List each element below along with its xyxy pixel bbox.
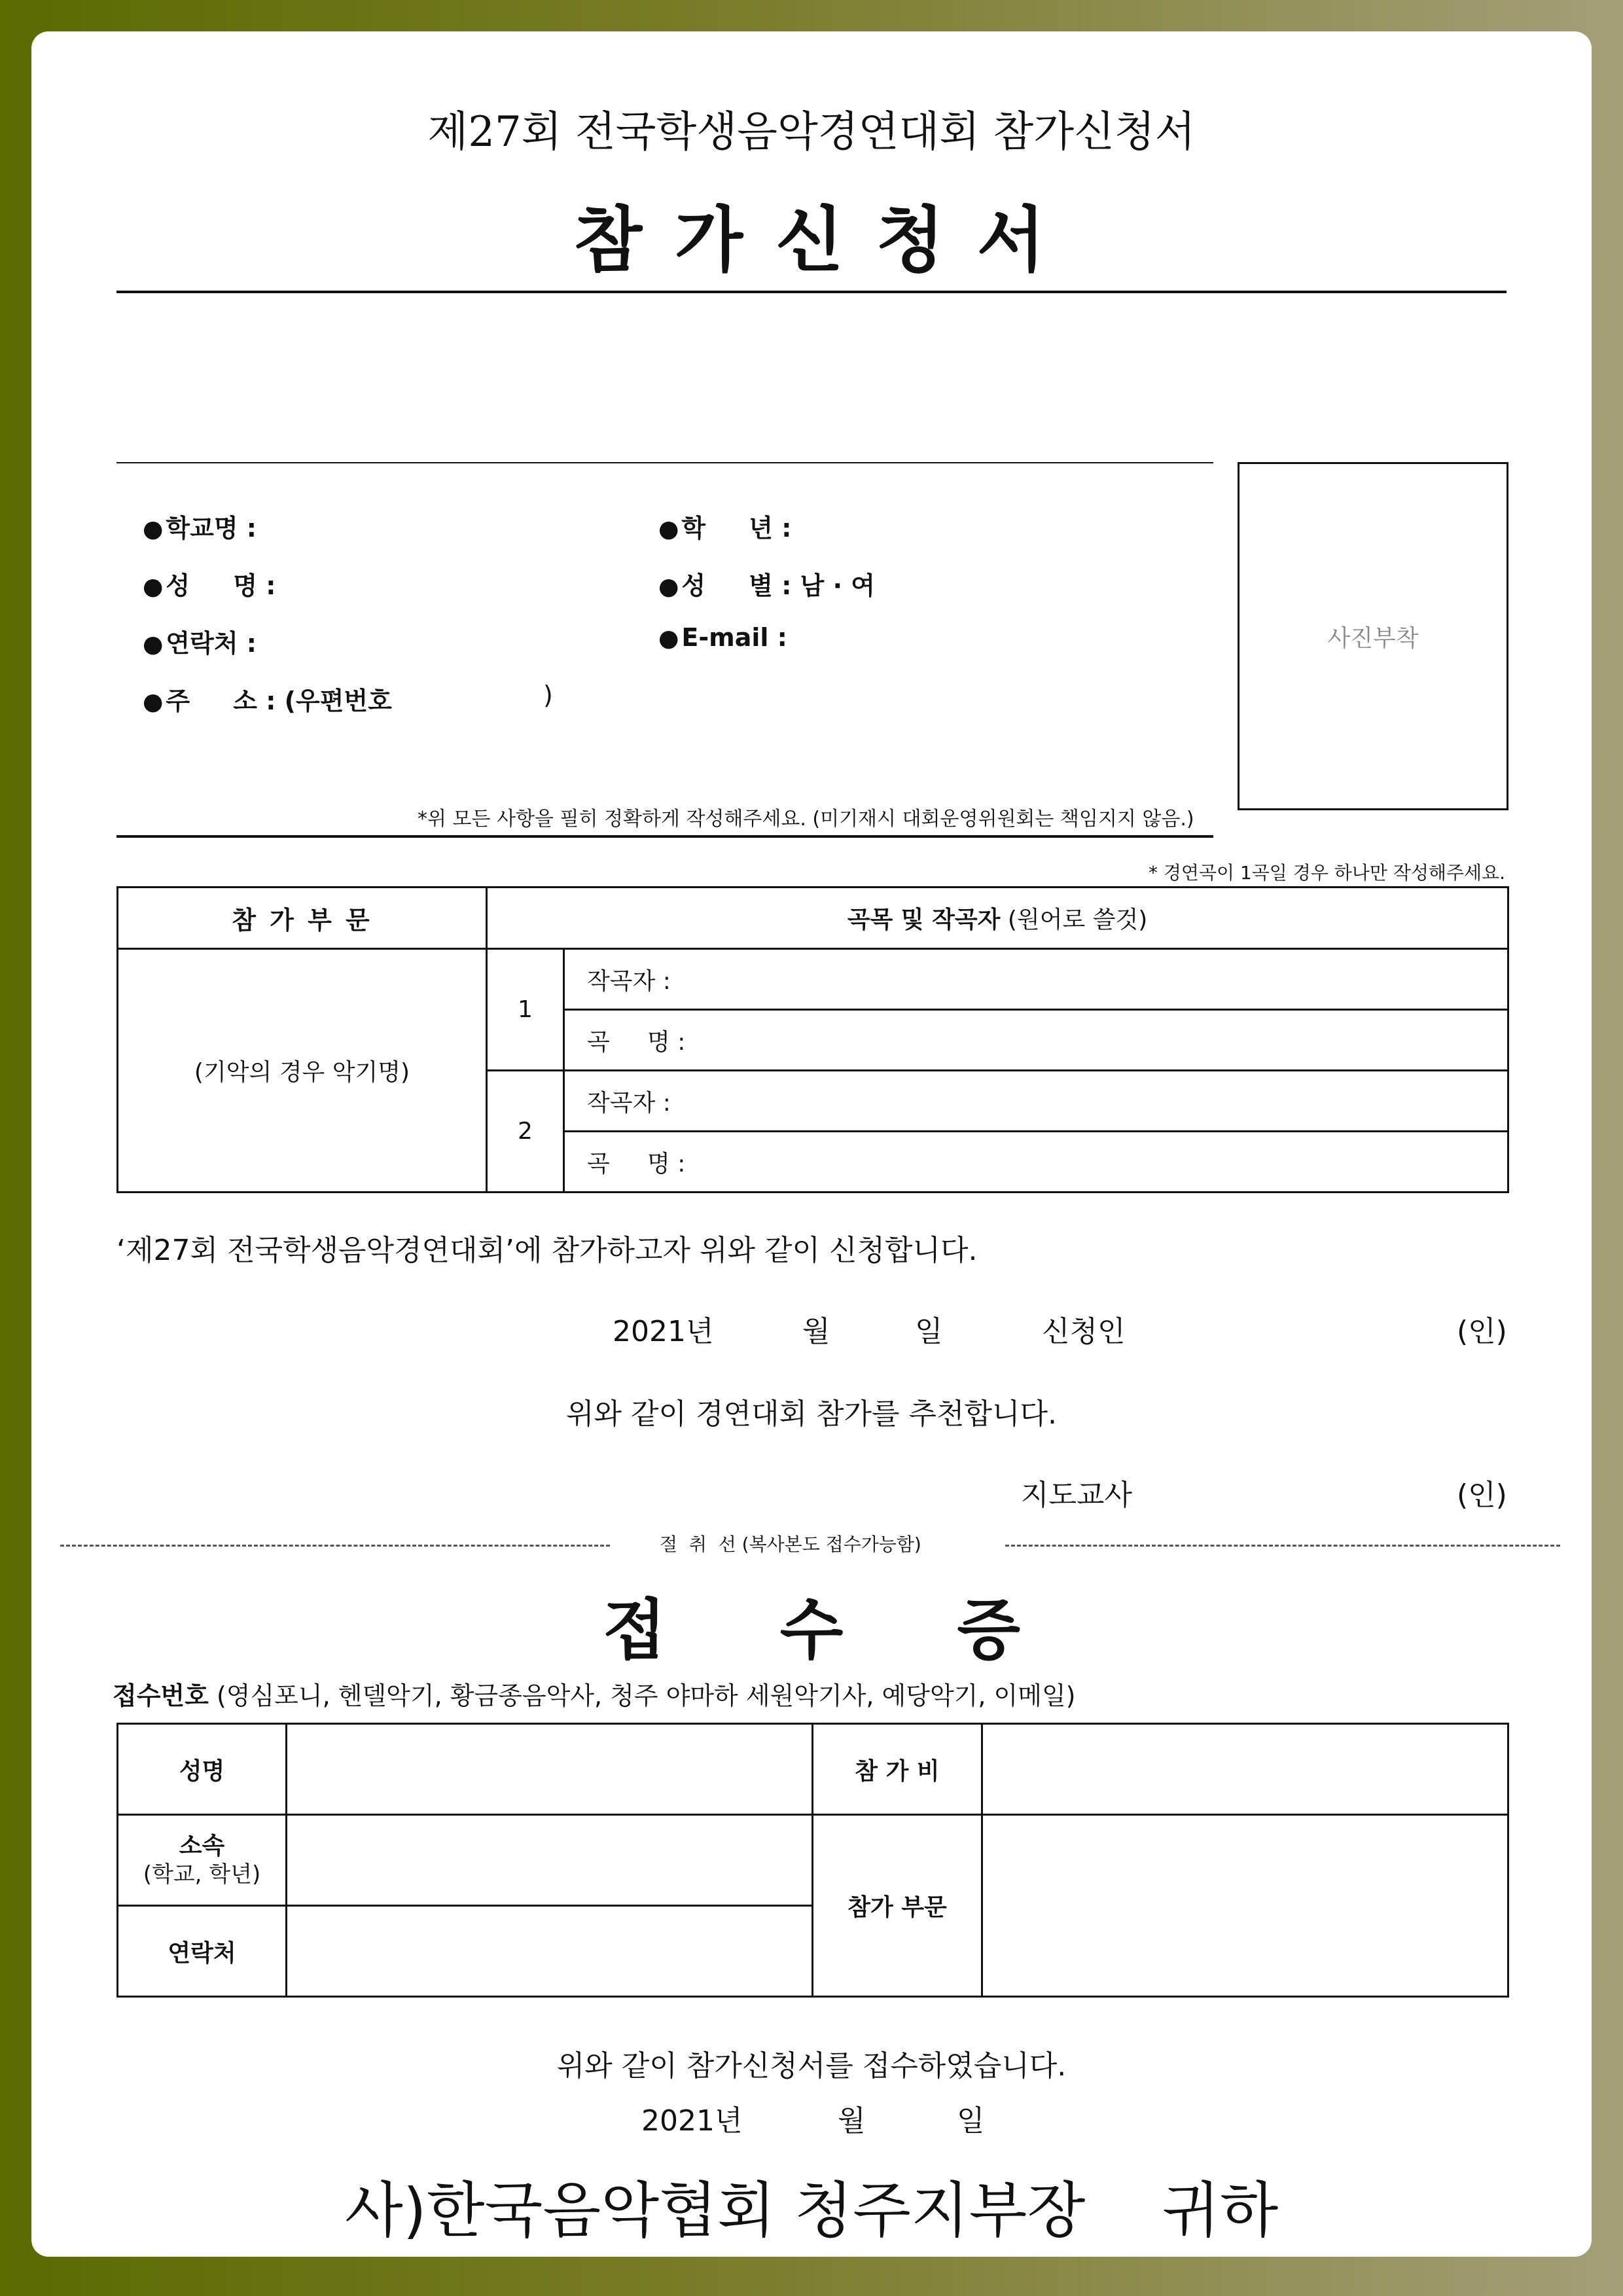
cut-line-left (60, 1545, 610, 1547)
contact-field[interactable] (143, 623, 257, 659)
receipt-number-note: (영심포니, 헨델악기, 황금종음악사, 청주 야마하 세원악기사, 예당악기, 이메일) (216, 1681, 1076, 1710)
bullet-icon: ● (658, 625, 679, 652)
affiliation-title: 소속 (179, 1833, 225, 1860)
pieces-header-note: (원어로 쓸것) (1007, 906, 1148, 933)
name-field[interactable] (143, 565, 276, 601)
composer-label: 작곡자 : (587, 1089, 671, 1117)
receipt-number-line (113, 1676, 1076, 1712)
receipt-year: 2021년 (641, 2104, 743, 2138)
bullet-icon: ● (658, 573, 679, 600)
title-cell-1[interactable] (564, 1010, 1508, 1071)
receipt-fee-label: 참 가 비 (813, 1724, 982, 1815)
receipt-contact-value[interactable] (287, 1906, 813, 1997)
apply-month: 월 (802, 1315, 830, 1348)
receipt-month: 월 (838, 2104, 866, 2138)
address-field[interactable] (143, 681, 392, 717)
title-cell-2[interactable] (564, 1132, 1508, 1193)
school-name-field[interactable] (143, 508, 257, 544)
pieces-header-label: 곡목 및 작곡자 (847, 906, 1001, 933)
receipt-day: 일 (957, 2104, 985, 2138)
recommend-statement: 위와 같이 경연대회 참가를 추천합니다. (566, 1397, 1057, 1431)
repertoire-table (116, 886, 1509, 1193)
applicant-label: 신청인 (1042, 1315, 1126, 1348)
school-name-label: 학교명 : (166, 514, 257, 543)
pieces-header (487, 888, 1508, 949)
bullet-icon: ● (658, 516, 679, 543)
division-hint: (기악의 경우 악기명) (194, 1059, 410, 1086)
receipt-contact-label: 연락처 (118, 1906, 287, 1997)
division-cell[interactable] (118, 949, 487, 1193)
title-rule (116, 291, 1507, 293)
piece-number: 2 (487, 1071, 564, 1193)
info-top-rule (116, 462, 1213, 463)
teacher-label: 지도교사 (1021, 1479, 1133, 1512)
piece-number: 1 (487, 949, 564, 1071)
composer-cell-2[interactable] (564, 1071, 1508, 1132)
affiliation-note: (학교, 학년) (143, 1861, 261, 1888)
receipt-addressee: 사)한국음악협회 청주지부장 귀하 (344, 2176, 1279, 2246)
declaration-statement: ‘제27회 전국학생음악경연대회’에 참가하고자 위와 같이 신청합니다. (116, 1234, 978, 1267)
form-subtitle: 제27회 전국학생음악경연대회 참가신청서 (427, 108, 1196, 156)
grade-field[interactable] (658, 508, 791, 544)
bullet-icon: ● (143, 689, 164, 715)
form-title: 참 가 신 청 서 (573, 200, 1050, 281)
receipt-fee-value[interactable] (982, 1724, 1508, 1815)
piece-title-label: 곡 명 : (587, 1028, 686, 1056)
division-header: 참 가 부 문 (118, 888, 487, 949)
info-bottom-rule (116, 835, 1213, 838)
applicant-seal[interactable]: (인) (1457, 1315, 1507, 1348)
composer-label: 작곡자 : (587, 967, 671, 995)
apply-year: 2021년 (613, 1315, 714, 1348)
bullet-icon: ● (143, 516, 164, 543)
gender-label: 성 별 : 남 · 여 (681, 571, 875, 600)
receipt-name-value[interactable] (287, 1724, 813, 1815)
name-label: 성 명 : (166, 571, 276, 600)
address-close-paren: ) (543, 681, 553, 709)
photo-box[interactable] (1238, 462, 1508, 810)
email-label: E-mail : (681, 623, 787, 652)
address-label: 주 소 : (우편번호 (166, 687, 392, 715)
gender-field[interactable] (658, 565, 875, 601)
contact-label: 연락처 : (166, 629, 257, 658)
cut-line-right (1005, 1545, 1560, 1547)
photo-label: 사진부착 (1327, 624, 1419, 652)
repertoire-note: * 경연곡이 1곡일 경우 하나만 작성해주세요. (1148, 862, 1505, 884)
receipt-name-label: 성명 (118, 1724, 287, 1815)
receipt-division-value[interactable] (982, 1815, 1508, 1997)
apply-day: 일 (915, 1315, 943, 1348)
bullet-icon: ● (143, 573, 164, 600)
email-field[interactable] (658, 623, 787, 652)
receipt-table (116, 1723, 1509, 1998)
bullet-icon: ● (143, 631, 164, 658)
teacher-seal[interactable]: (인) (1457, 1479, 1507, 1512)
accuracy-note: *위 모든 사항을 필히 정확하게 작성해주세요. (미기재시 대회운영위원회는 책임지지 않음.) (418, 808, 1194, 831)
receipt-number-label: 접수번호 (113, 1681, 209, 1710)
composer-cell-1[interactable] (564, 949, 1508, 1010)
application-form (31, 31, 1592, 2257)
grade-label: 학 년 : (681, 514, 792, 543)
receipt-confirm: 위와 같이 참가신청서를 접수하였습니다. (556, 2049, 1067, 2083)
receipt-affiliation-label (118, 1815, 287, 1906)
cut-line-label: 절 취 선 (복사본도 접수가능함) (660, 1534, 921, 1555)
receipt-affiliation-value[interactable] (287, 1815, 813, 1906)
receipt-title: 접 수 증 (603, 1592, 1020, 1668)
receipt-division-label: 참가 부문 (813, 1815, 982, 1997)
piece-title-label: 곡 명 : (587, 1150, 686, 1177)
